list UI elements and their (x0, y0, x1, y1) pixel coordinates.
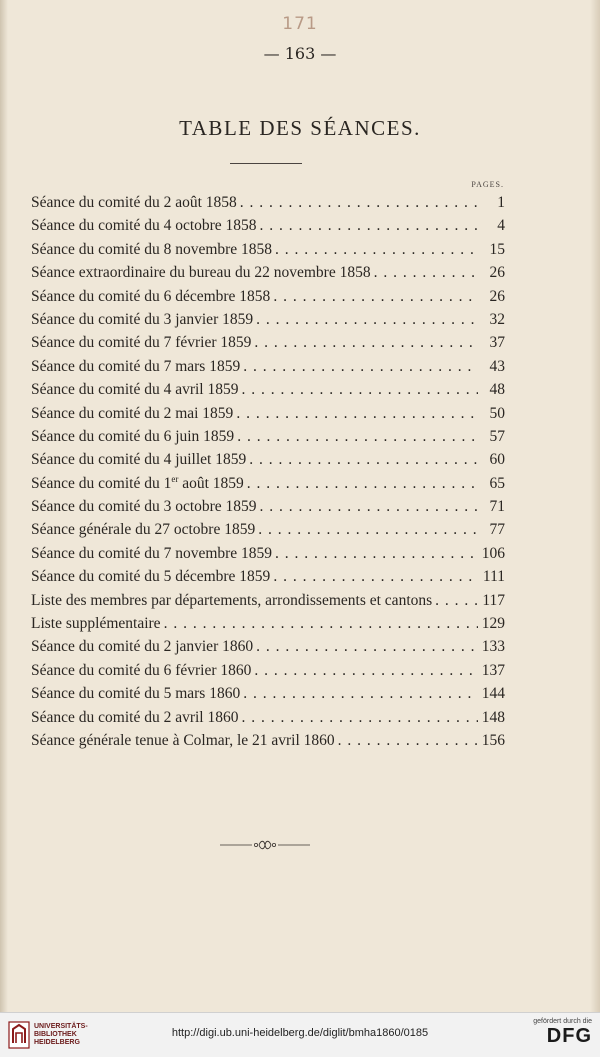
toc-entry-page: 156 (481, 731, 505, 749)
toc-entry (31, 402, 505, 425)
toc-entry (31, 238, 505, 261)
dot-leader (273, 285, 478, 308)
dot-leader (260, 495, 478, 518)
handwritten-folio-number: 171 (282, 14, 318, 34)
toc-entry (31, 542, 505, 565)
dot-leader (254, 659, 478, 682)
toc-entry-page: 26 (489, 264, 505, 282)
toc-entry (31, 612, 505, 635)
flourish-ornament-icon (218, 838, 312, 852)
toc-entry-page: 133 (481, 638, 505, 656)
toc-entry-page: 26 (489, 287, 505, 305)
toc-entry (31, 706, 505, 729)
toc-entry-label: Liste des membres par départements, arrondissements et cantons (31, 591, 433, 609)
dfg-logo: DFG (546, 1025, 592, 1047)
toc-entry-label (31, 472, 244, 495)
toc-entry-label: Séance générale du 27 octobre 1859 (31, 521, 256, 539)
toc-entry (31, 448, 505, 471)
toc-entry-page: 15 (489, 240, 505, 258)
toc-entry-label: Séance du comité du 8 novembre 1858 (31, 240, 273, 258)
dot-leader (254, 331, 478, 354)
toc-entry-page: 144 (481, 685, 505, 703)
toc-entry-label: Séance du comité du 4 octobre 1858 (31, 217, 257, 235)
dot-leader (164, 612, 478, 635)
ordinal-superscript: er (171, 473, 179, 484)
library-name-line: UNIVERSITÄTS- (34, 1023, 88, 1030)
dot-leader (435, 589, 478, 612)
toc-entry (31, 589, 505, 612)
viewer-footer (0, 1012, 600, 1057)
toc-entry-label: Séance du comité du 2 août 1858 (31, 194, 237, 211)
dot-leader (240, 191, 478, 214)
toc-entry-label: Séance du comité du 2 mai 1859 (31, 404, 234, 422)
dot-leader (249, 448, 478, 471)
dot-leader (374, 261, 478, 284)
dot-leader (241, 378, 478, 401)
toc-entry-page: 60 (489, 451, 505, 469)
toc-entry-label: Séance extraordinaire du bureau du 22 novembre 1858 (31, 264, 371, 282)
toc-entry-page: 137 (481, 661, 505, 679)
toc-entry (31, 472, 505, 495)
dot-leader (275, 238, 478, 261)
table-of-sessions (31, 191, 505, 752)
toc-entry (31, 214, 505, 237)
page-number: — 163 — (263, 44, 337, 63)
pages-column-heading: PAGES. (471, 180, 504, 189)
toc-entry-page: 1 (497, 194, 505, 211)
toc-entry (31, 518, 505, 541)
toc-entry-page: 48 (489, 381, 505, 399)
toc-entry-label: Liste supplémentaire (31, 615, 161, 633)
toc-entry-label: Séance du comité du 4 avril 1859 (31, 381, 239, 399)
title-divider (230, 163, 302, 164)
toc-entry-page: 71 (489, 498, 505, 516)
dot-leader (243, 355, 478, 378)
toc-entry-label: Séance du comité du 2 janvier 1860 (31, 638, 254, 656)
toc-entry (31, 261, 505, 284)
toc-entry-label-suffix: août 1859 (178, 474, 244, 492)
toc-entry-page: 148 (481, 708, 505, 726)
toc-entry-page: 117 (482, 591, 505, 609)
toc-entry-label-prefix: Séance du comité du 1 (31, 474, 172, 492)
toc-entry-label: Séance du comité du 6 juin 1859 (31, 427, 235, 445)
toc-entry (31, 355, 505, 378)
dot-leader (247, 472, 478, 495)
toc-entry (31, 565, 505, 588)
toc-entry (31, 191, 505, 214)
dot-leader (338, 729, 478, 752)
toc-entry-label: Séance du comité du 7 février 1859 (31, 334, 252, 352)
toc-entry-label: Séance du comité du 3 octobre 1859 (31, 498, 257, 516)
dot-leader (243, 682, 478, 705)
toc-entry (31, 285, 505, 308)
toc-entry-label: Séance du comité du 7 mars 1859 (31, 357, 241, 375)
toc-entry (31, 682, 505, 705)
funder-credit (533, 1018, 592, 1047)
toc-entry-label: Séance du comité du 6 décembre 1858 (31, 287, 271, 305)
toc-entry (31, 331, 505, 354)
toc-entry-page: 50 (489, 404, 505, 422)
dot-leader (258, 518, 478, 541)
toc-entry-label: Séance du comité du 2 avril 1860 (31, 708, 239, 726)
toc-entry-page: 106 (481, 544, 505, 562)
toc-entry-page: 65 (489, 474, 505, 492)
toc-entry-label: Séance du comité du 4 juillet 1859 (31, 451, 247, 469)
toc-entry-label: Séance du comité du 5 mars 1860 (31, 685, 241, 703)
toc-entry-label: Séance du comité du 5 décembre 1859 (31, 568, 271, 586)
toc-entry-page: 32 (489, 310, 505, 328)
toc-entry-page: 77 (489, 521, 505, 539)
toc-entry-label: Séance du comité du 6 février 1860 (31, 661, 252, 679)
funded-by-text: gefördert durch die (533, 1018, 592, 1025)
dot-leader (275, 542, 478, 565)
dot-leader (236, 402, 478, 425)
toc-entry (31, 729, 505, 752)
library-name-line: BIBLIOTHEK (34, 1031, 77, 1038)
page-title: TABLE DES SÉANCES. (179, 116, 421, 140)
dot-leader (256, 635, 478, 658)
toc-entry (31, 378, 505, 401)
toc-entry-label: Séance du comité du 7 novembre 1859 (31, 544, 273, 562)
toc-entry (31, 425, 505, 448)
toc-entry-label: Séance générale tenue à Colmar, le 21 avril 1860 (31, 731, 335, 749)
dot-leader (273, 565, 478, 588)
toc-entry (31, 635, 505, 658)
permalink-url[interactable]: http://digi.ub.uni-heidelberg.de/diglit/bmha1860/0185 (171, 1027, 429, 1039)
library-name-line: HEIDELBERG (34, 1039, 80, 1046)
toc-entry-page: 37 (489, 334, 505, 352)
toc-entry (31, 308, 505, 331)
toc-entry-label: Séance du comité du 3 janvier 1859 (31, 310, 254, 328)
dot-leader (260, 214, 478, 237)
dot-leader (256, 308, 478, 331)
toc-entry-page: 129 (481, 615, 505, 633)
toc-entry (31, 495, 505, 518)
dot-leader (237, 425, 478, 448)
toc-entry-page: 57 (489, 427, 505, 445)
toc-entry-page: 4 (497, 217, 505, 235)
toc-entry-page: 111 (482, 568, 505, 586)
toc-entry-page: 43 (489, 357, 505, 375)
dot-leader (241, 706, 478, 729)
toc-entry (31, 659, 505, 682)
